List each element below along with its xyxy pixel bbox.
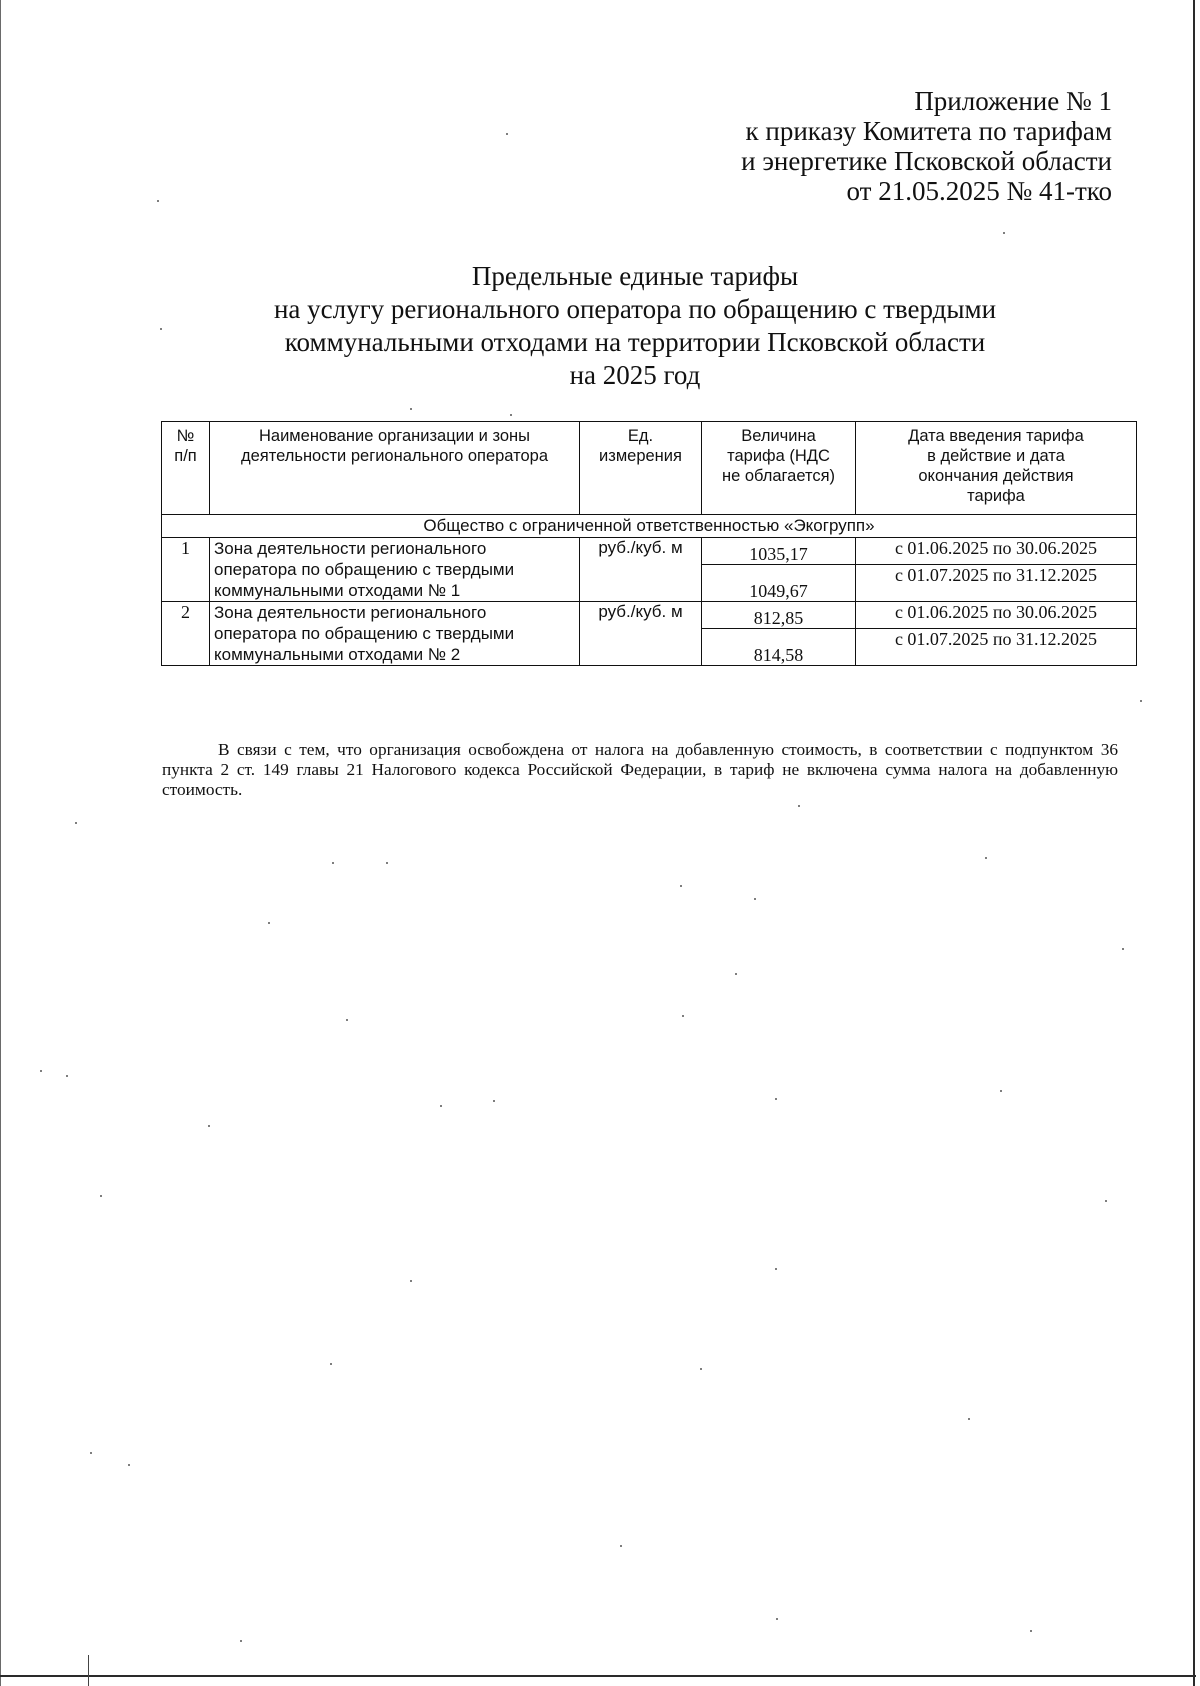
scan-speck (332, 862, 334, 864)
header-value-line-3: не облагается) (721, 467, 836, 485)
title-line-2: на услугу регионального оператора по обращению с твердыми (273, 294, 997, 324)
scan-speck (346, 1019, 348, 1021)
scan-speck (700, 1368, 702, 1370)
scan-speck (776, 1618, 778, 1620)
scan-speck (506, 133, 508, 135)
tariff-period: с 01.06.2025 по 30.06.2025 (856, 538, 1137, 565)
scan-speck (240, 1640, 242, 1642)
header-number-line-2: п/п (174, 447, 197, 465)
header-unit (580, 422, 702, 515)
unit-of-measure: руб./куб. м (580, 538, 702, 602)
table-row (162, 538, 1137, 565)
tariff-value: 814,58 (702, 629, 856, 666)
scan-edge-right (1193, 0, 1195, 1686)
scan-speck (1003, 232, 1005, 234)
scan-speck (40, 1070, 42, 1072)
tariff-value: 1049,67 (702, 565, 856, 602)
header-date (856, 422, 1137, 515)
appendix-number: Приложение № 1 (914, 86, 1112, 116)
header-date-line-2: в действие и дата (927, 447, 1065, 465)
scan-speck (1140, 700, 1142, 702)
scan-speck (440, 1105, 442, 1107)
scan-speck (775, 1098, 777, 1100)
zone-name-line-2: оператора по обращению с твердыми (214, 624, 515, 643)
appendix-header (741, 86, 1112, 206)
scan-edge-left (0, 0, 1, 1686)
scan-speck (90, 1452, 92, 1454)
scan-speck (157, 200, 159, 202)
title-line-1: Предельные единые тарифы (471, 261, 799, 291)
header-value-line-2: тарифа (НДС (727, 447, 830, 465)
table-row (162, 602, 1137, 629)
zone-name (210, 602, 580, 666)
scan-speck (66, 1075, 68, 1077)
unit-of-measure: руб./куб. м (580, 602, 702, 666)
tariff-value: 1035,17 (702, 538, 856, 565)
title-line-4: на 2025 год (569, 360, 701, 390)
scan-speck (410, 1280, 412, 1282)
table-header-row (162, 422, 1137, 515)
tariff-table (161, 421, 1137, 666)
tariff-value: 812,85 (702, 602, 856, 629)
header-date-line-3: окончания действия (918, 467, 1074, 485)
vat-note: В связи с тем, что организация освобождена от налога на добавленную стоимость, в соответствии с подпунктом 36 пункта 2 ст. 149 главы 21 Налогового кодекса Российской Федерации, в тариф не включена сумма налога на добавленную стоимость. (162, 740, 1118, 799)
appendix-order-date: от 21.05.2025 № 41-тко (846, 176, 1112, 206)
scan-speck (510, 414, 512, 416)
header-date-line-4: тарифа (967, 487, 1025, 505)
scan-speck (160, 328, 162, 330)
header-date-line-1: Дата введения тарифа (908, 427, 1084, 445)
zone-name (210, 538, 580, 602)
scan-speck (100, 1195, 102, 1197)
header-unit-line-2: измерения (599, 447, 682, 465)
scan-speck (208, 1125, 210, 1127)
header-value-line-1: Величина (741, 427, 816, 445)
scan-speck (75, 822, 77, 824)
header-name (210, 422, 580, 515)
scan-mark (88, 1655, 89, 1686)
organization-name: Общество с ограниченной ответственностью «Экогрупп» (162, 515, 1137, 538)
tariff-period: с 01.07.2025 по 31.12.2025 (856, 565, 1137, 602)
header-name-line-1: Наименование организации и зоны (258, 427, 531, 445)
zone-name-line-1: Зона деятельности регионального (214, 539, 487, 558)
scan-speck (493, 1100, 495, 1102)
header-unit-line-1: Ед. (627, 427, 654, 445)
scan-edge-bottom (0, 1675, 1196, 1677)
tariff-period: с 01.07.2025 по 31.12.2025 (856, 629, 1137, 666)
appendix-committee: и энергетике Псковской области (741, 146, 1112, 176)
zone-name-line-1: Зона деятельности регионального (214, 603, 487, 622)
scan-speck (985, 857, 987, 859)
scan-speck (128, 1464, 130, 1466)
organization-row (162, 515, 1137, 538)
scan-speck (1000, 1090, 1002, 1092)
scan-speck (798, 805, 800, 807)
header-value (702, 422, 856, 515)
scan-speck (1122, 948, 1124, 950)
scan-speck (268, 922, 270, 924)
scan-speck (620, 1545, 622, 1547)
row-number: 1 (162, 538, 210, 602)
document-title (160, 260, 1110, 392)
zone-name-line-3: коммунальными отходами № 2 (214, 645, 461, 664)
scan-speck (754, 898, 756, 900)
scan-speck (682, 1015, 684, 1017)
header-number (162, 422, 210, 515)
zone-name-line-3: коммунальными отходами № 1 (214, 581, 461, 600)
scan-speck (1105, 1200, 1107, 1202)
scan-speck (330, 1363, 332, 1365)
title-line-3: коммунальными отходами на территории Псковской области (284, 327, 986, 357)
row-number: 2 (162, 602, 210, 666)
scan-speck (735, 973, 737, 975)
scan-speck (775, 1268, 777, 1270)
appendix-order-ref: к приказу Комитета по тарифам (745, 116, 1112, 146)
scan-speck (410, 408, 412, 410)
header-name-line-2: деятельности регионального оператора (240, 447, 549, 465)
header-number-line-1: № (176, 427, 195, 445)
tariff-period: с 01.06.2025 по 30.06.2025 (856, 602, 1137, 629)
zone-name-line-2: оператора по обращению с твердыми (214, 560, 515, 579)
scan-speck (386, 862, 388, 864)
scan-speck (968, 1418, 970, 1420)
scan-speck (1030, 1630, 1032, 1632)
scan-speck (680, 885, 682, 887)
